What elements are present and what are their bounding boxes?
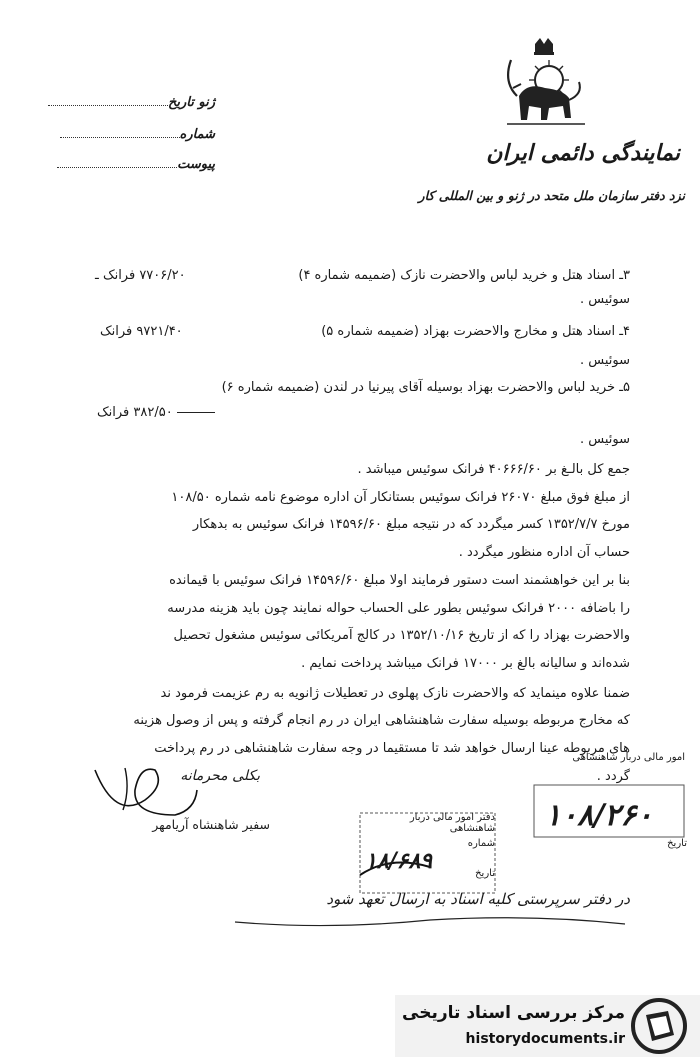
para3-line1: ضمنا علاوه مینماید که والاحضرت نازک پهلوی در تعطیلات ژانویه به رم عزیمت فرمود ند [160,686,630,701]
para3-line2: که مخارج مربوطه بوسیله سفارت شاهنشاهی ایران در رم انجام گرفته و پس از وصول هزینه [133,713,630,728]
para2-line2: را باضافه ۲۰۰۰ فرانک سوئیس بطور علی الحساب حواله نمایند چون باید هزینه مدرسه [167,601,630,616]
item-5-amount [97,405,215,420]
left-stamp-date-label: تاریخ [475,868,495,879]
attachment-label: پیوست [177,157,215,172]
number-label: شماره [179,127,215,142]
left-stamp-title: دفتر امور مالی دربار شاهنشاهی [409,812,495,834]
item-3-continuation: سوئیس . [580,292,630,307]
footer-org-name: مرکز بررسی اسناد تاریخی [402,1003,625,1023]
footer-url: historydocuments.ir [465,1031,625,1047]
mission-title: نمایندگی دائمی ایران [486,140,680,166]
para1-line1: از مبلغ فوق مبلغ ۲۶۰۷۰ فرانک سوئیس بستانکار آن اداره موضوع نامه شماره ۱۰۸/۵۰ [171,490,630,505]
para2-line4: شده‌اند و سالیانه بالغ بر ۱۷۰۰۰ فرانک میباشد پرداخت نمایم . [301,656,630,671]
right-stamp-date-label: تاریخ [667,838,687,849]
right-stamp-title: امور مالی دربار شاهنشاهی [572,752,685,763]
item-3-amount: ۷۷۰۶/۲۰ فرانک ـ [95,268,186,283]
item-5-amount-value: ۳۸۲/۵۰ فرانک [97,405,173,420]
para1-line2: مورخ ۱۳۵۲/۷/۷ کسر میگردد که در نتیجه مبلغ ۱۴۵۹۶/۶۰ فرانک سوئیس به بدهکار [192,517,630,532]
para3-line4: گردد . [596,769,630,784]
signatory-title: سفیر شاهنشاه آریامهر [152,817,270,832]
para3-line3: های مربوطه عینا ارسال خواهد شد تا مستقیما در وجه سفارت شاهنشاهی در رم پرداخت [154,741,630,756]
item-4-continuation: سوئیس . [580,353,630,368]
date-field [40,95,215,110]
handwriting-underline [230,912,630,932]
mission-subtitle: نزد دفتر سازمان ملل متحد در ژنو و بین المللی کار [418,188,685,203]
lion-and-sun-emblem-icon [497,38,592,133]
item-4-amount: ۹۷۲۱/۴۰ فرانک [100,324,183,339]
item-3-text: ۳ـ اسناد هتل و خرید لباس والاحضرت نازک (ضمیمه شماره ۴) [298,268,630,283]
number-field [40,127,215,142]
attachment-field [40,157,215,172]
archive-logo-icon [628,995,690,1057]
item-5-continuation: سوئیس . [580,432,630,447]
para2-line3: والاحضرت بهزاد را که از تاریخ ۱۳۵۲/۱۰/۱۶ در کالج آمریکائی سوئیس مشغول تحصیل [173,628,630,643]
para2-line1: بنا بر این خواهشمند است دستور فرمایند اولا مبلغ ۱۴۵۹۶/۶۰ فرانک سوئیس با قیمانده [169,573,630,588]
total-line: جمع کل بالـغ بر ۴۰۶۶۶/۶۰ فرانک سوئیس میباشد . [357,462,630,477]
left-stamp-number-label: شماره [467,838,495,849]
right-stamp-number: ۱۰۸/۲۶۰ [545,798,653,833]
left-stamp-number: ۱۸/۶۸۹ [365,848,433,874]
item-5-text: ۵ـ خرید لباس والاحضرت بهزاد بوسیله آقای پیرنیا در لندن (ضمیمه شماره ۶) [221,380,630,395]
item-4-text: ۴ـ اسناد هتل و مخارج والاحضرت بهزاد (ضمیمه شماره ۵) [321,324,630,339]
para1-line3: حساب آن اداره منظور میگردد . [458,545,630,560]
date-label: ژنو تاریخ [167,95,215,110]
bottom-handwritten-instruction: در دفتر سرپرستی کلیه اسناد به ارسال تعهد شود [326,890,630,908]
handwritten-note-signature: بکلی محرمانه [180,768,260,784]
